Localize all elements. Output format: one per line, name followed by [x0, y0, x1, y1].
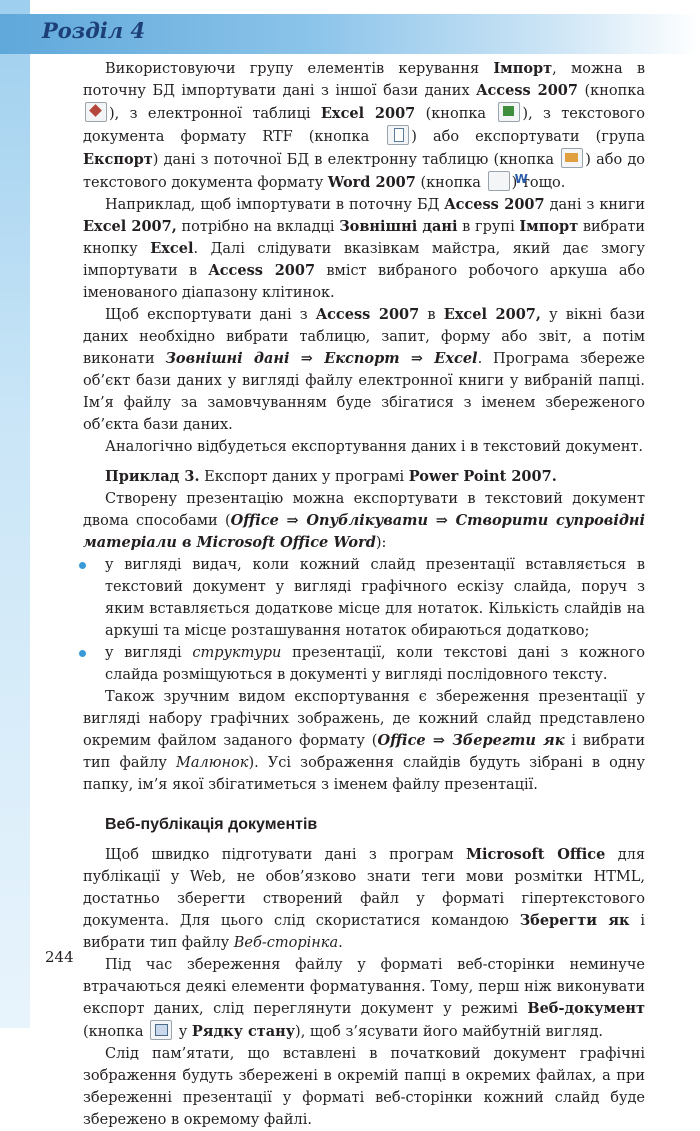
paragraph-import-example: Наприклад, щоб імпортувати в поточну БД Access 2007 дані з книги Excel 2007, потрібно на вкладці Зовнішні дані в групі Імпорт вибрати кнопку Excel. Далі слідувати вказівкам майстра, який дає змогу імпортувати в Access 2007 вміст вибраного робочого аркуша або іменованого діапазону клітинок.	[83, 196, 646, 301]
excel-import-icon	[498, 102, 520, 122]
excel-export-icon	[561, 148, 583, 168]
word-export-icon	[488, 171, 510, 191]
page-number: 244	[45, 948, 74, 966]
paragraph-import-export: Використовуючи групу елементів керування Імпорт, можна в поточну БД імпортувати дані з іншої бази даних Access 2007 (кнопка ), з електронної таблиці Excel 2007 (кнопка ), з текстового документа формату RTF (кнопка ) або експортувати (група Експорт) дані з поточної БД в електронну таблицю (кнопка ) або до текстового документа формату Word 2007 (кнопка W) тощо.	[83, 58, 645, 194]
paragraph-image-export: Також зручним видом експортування є збереження презентації у вигляді набору графічних зображень, де кожний слайд представлено окремим файлом заданого формату (Office ⇒ Зберегти як і вибрати тип файлу Малюнок). Усі зображення слайдів будуть зібрані в одну папку, ім’я якої збігатиметься з іменем файлу презентації.	[83, 689, 645, 793]
paragraph-web-format: Під час збереження файлу у форматі веб-сторінки неминуче втрачаються деякі елементи форматування. Тому, перш ніж виконувати експорт даних, слід переглянути документ у режимі Веб-документ (кнопка у Рядку стану), щоб з’ясувати його майбутній вигляд.	[83, 957, 645, 1040]
rtf-import-icon	[387, 125, 409, 145]
paragraph-web-publish: Щоб швидко підготувати дані з програм Microsoft Office для публікації у Web, не обов’язково знати теги мови розмітки HTML, достатньо зберегти створений файл у форматі гіпертекстового документа. Для цього слід скористатися командою Зберегти як і вибрати тип файлу Веб-сторінка.	[83, 846, 645, 951]
side-decoration	[0, 0, 30, 1028]
paragraph-images-note: Слід пам’ятати, що вставлені в початковий документ графічні зображення будуть збережені в окремій папці в окремих файлах, а при збереженні презентації у форматі веб-сторінки кожний слайд буде збережено в окремому файлі.	[83, 1046, 645, 1128]
paragraph-text-export: Аналогічно відбудеться експортування даних і в текстовий документ.	[105, 439, 643, 455]
paragraph-ppt-export: Створену презентацію можна експортувати в текстовий документ двома способами (Office ⇒ Опублікувати ⇒ Створити супровідні матеріали в Microsoft Office Word):	[83, 491, 645, 551]
page-content	[83, 58, 645, 1131]
web-document-icon	[150, 1020, 172, 1040]
paragraph-export-example: Щоб експортувати дані з Access 2007 в Excel 2007, у вікні бази даних необхідно вибрати таблицю, запит, форму або звіт, а потім виконати Зовнішні дані ⇒ Експорт ⇒ Excel. Програма збереже об’єкт бази даних у вигляді файлу електронної книги у вибраній папці. Ім’я файлу за замовчуванням буде збігатися з іменем збереженого об’єкта бази даних.	[83, 306, 645, 433]
list-item: у вигляді видач, коли кожний слайд презентації вставляється в текстовий документ у вигляді графічного ескізу слайда, поруч з яким вставляється додаткове місце для нотаток. Кількість слайдів на аркуші та місце розташування нотаток обираються додатково;	[83, 554, 645, 642]
example-title: Приклад 3. Експорт даних у програмі Power Point 2007.	[105, 468, 557, 485]
access-import-icon	[85, 102, 107, 122]
section-heading: Веб-публікація документів	[105, 816, 318, 833]
bullet-icon	[79, 562, 86, 569]
list-item: у вигляді структури презентації, коли текстові дані з кожного слайда розміщуються в документі у вигляді послідовного тексту.	[83, 642, 645, 686]
export-methods-list	[83, 554, 645, 686]
chapter-title: Розділ 4	[42, 18, 146, 43]
bullet-icon	[79, 650, 86, 657]
